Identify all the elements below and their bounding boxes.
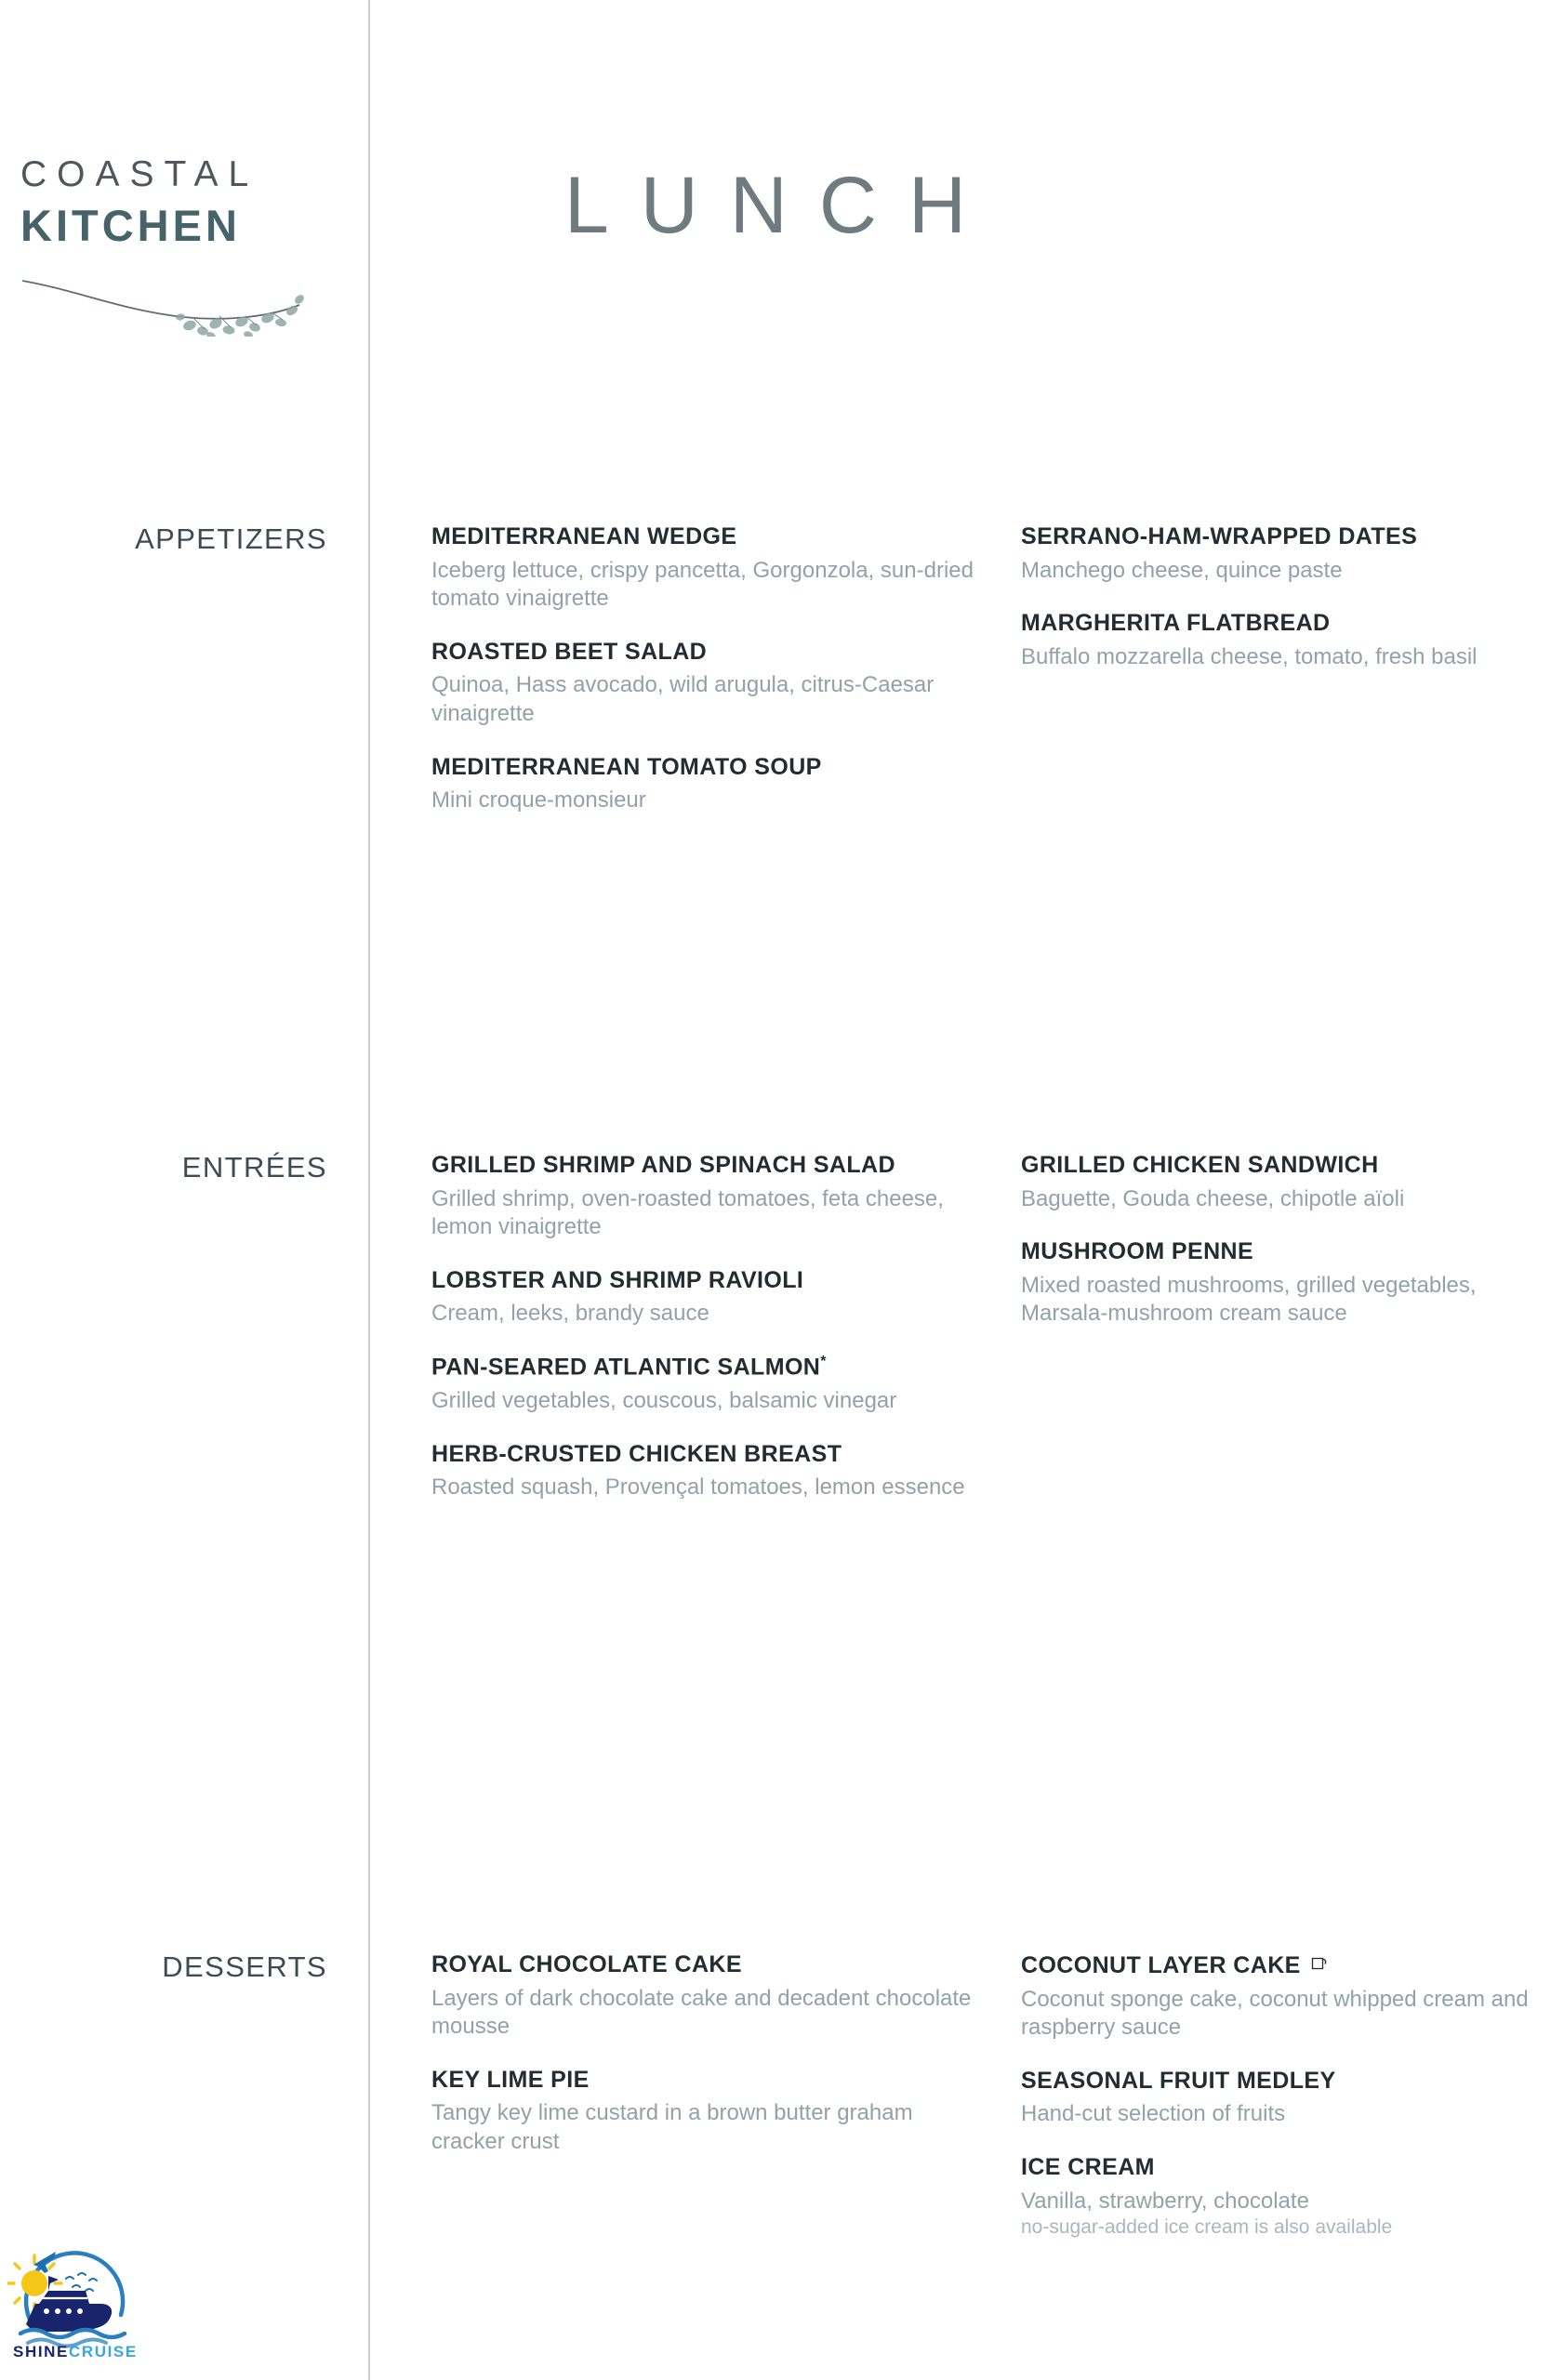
branch-decoration-icon (20, 225, 318, 337)
menu-item (1021, 1237, 1560, 1329)
desserts-left-column (431, 1950, 989, 2157)
cruise-ship-icon (7, 2229, 164, 2350)
item-name: ICE CREAM (1021, 2154, 1155, 2181)
item-name-with-footnote (431, 1353, 989, 1382)
item-description: Cream, leeks, brandy sauce (431, 1301, 709, 1327)
item-description: Buffalo mozzarella cheese, tomato, fresh basil (1021, 643, 1478, 669)
cruise-logo-word-cruise: CRUISE (68, 2343, 138, 2360)
item-description: Mixed roasted mushrooms, grilled vegetables, Marsala-mushroom cream sauce (1021, 1272, 1477, 1327)
item-name: ROASTED BEET SALAD (431, 638, 708, 665)
item-description: Vanilla, strawberry, chocolate (1021, 2188, 1309, 2214)
item-description: Baguette, Gouda cheese, chipotle aïoli (1021, 1185, 1405, 1211)
menu-item (1021, 522, 1560, 585)
menu-item (1021, 2153, 1560, 2241)
item-name-text: PAN-SEARED ATLANTIC SALMON (431, 1354, 821, 1381)
item-name: SERRANO-HAM-WRAPPED DATES (1021, 523, 1418, 549)
item-description-note: no-sugar-added ice cream is also available (1021, 2216, 1393, 2239)
shine-cruise-logo (7, 2229, 164, 2371)
page-title: LUNCH (563, 161, 999, 250)
item-name: GRILLED SHRIMP AND SPINACH SALAD (431, 1152, 895, 1178)
entrees-right-column (1021, 1151, 1560, 1329)
menu-item (431, 638, 989, 729)
item-name-text: COCONUT LAYER CAKE (1021, 1952, 1301, 1978)
menu-item (431, 1151, 989, 1242)
menu-item (431, 1950, 989, 2042)
menu-item (1021, 1151, 1560, 1213)
coastal-kitchen-logo (20, 156, 327, 277)
item-name: MUSHROOM PENNE (1021, 1238, 1254, 1265)
item-name: ROYAL CHOCOLATE CAKE (431, 1951, 742, 1977)
section-label-desserts: DESSERTS (162, 1950, 327, 1983)
menu-item (431, 1266, 989, 1329)
cruise-logo-word-shine: SHINE (13, 2343, 69, 2360)
section-label-appetizers: APPETIZERS (135, 522, 327, 555)
menu-item (431, 522, 989, 614)
item-name-with-icon (1021, 1950, 1560, 1980)
cruise-logo-text (13, 2343, 138, 2361)
brand-line-coastal: COASTAL (20, 154, 259, 194)
menu-item (431, 1353, 989, 1416)
appetizers-right-column (1021, 522, 1560, 671)
item-name: MEDITERRANEAN TOMATO SOUP (431, 753, 822, 780)
item-description: Quinoa, Hass avocado, wild arugula, citrus-Caesar vinaigrette (431, 672, 934, 727)
appetizers-left-column (431, 522, 989, 815)
item-name: LOBSTER AND SHRIMP RAVIOLI (431, 1266, 804, 1293)
item-description: Grilled vegetables, couscous, balsamic vinegar (431, 1387, 897, 1413)
vegetarian-icon (1310, 1950, 1328, 1968)
item-description: Iceberg lettuce, crispy pancetta, Gorgonzola, sun-dried tomato vinaigrette (431, 557, 974, 612)
desserts-right-column (1021, 1950, 1560, 2241)
menu-item (431, 2066, 989, 2157)
entrees-left-column (431, 1151, 989, 1502)
item-description: Coconut sponge cake, coconut whipped cream and raspberry sauce (1021, 1986, 1529, 2041)
item-description: Hand-cut selection of fruits (1021, 2101, 1286, 2127)
item-name: MEDITERRANEAN WEDGE (431, 523, 737, 549)
item-name: MARGHERITA FLATBREAD (1021, 610, 1331, 637)
item-description: Manchego cheese, quince paste (1021, 557, 1343, 583)
item-description: Tangy key lime custard in a brown butter graham cracker crust (431, 2100, 913, 2155)
footnote-marker: * (820, 1354, 827, 1370)
menu-item (1021, 609, 1560, 671)
item-description: Mini croque-monsieur (431, 787, 646, 813)
item-description: Roasted squash, Provençal tomatoes, lemon essence (431, 1474, 965, 1501)
vertical-divider (368, 0, 370, 2380)
item-description: Layers of dark chocolate cake and decadent chocolate mousse (431, 1985, 972, 2040)
item-description: Grilled shrimp, oven-roasted tomatoes, feta cheese, lemon vinaigrette (431, 1185, 944, 1240)
menu-item (1021, 2067, 1560, 2129)
brand-line-kitchen: KITCHEN (20, 201, 241, 250)
item-name: SEASONAL FRUIT MEDLEY (1021, 2067, 1336, 2094)
menu-item (431, 1440, 989, 1502)
item-name: KEY LIME PIE (431, 2066, 590, 2093)
section-label-entrees: ENTRÉES (181, 1151, 327, 1183)
menu-item (431, 753, 989, 815)
item-name: HERB-CRUSTED CHICKEN BREAST (431, 1440, 842, 1467)
menu-item (1021, 1950, 1560, 2043)
item-name: GRILLED CHICKEN SANDWICH (1021, 1152, 1379, 1178)
